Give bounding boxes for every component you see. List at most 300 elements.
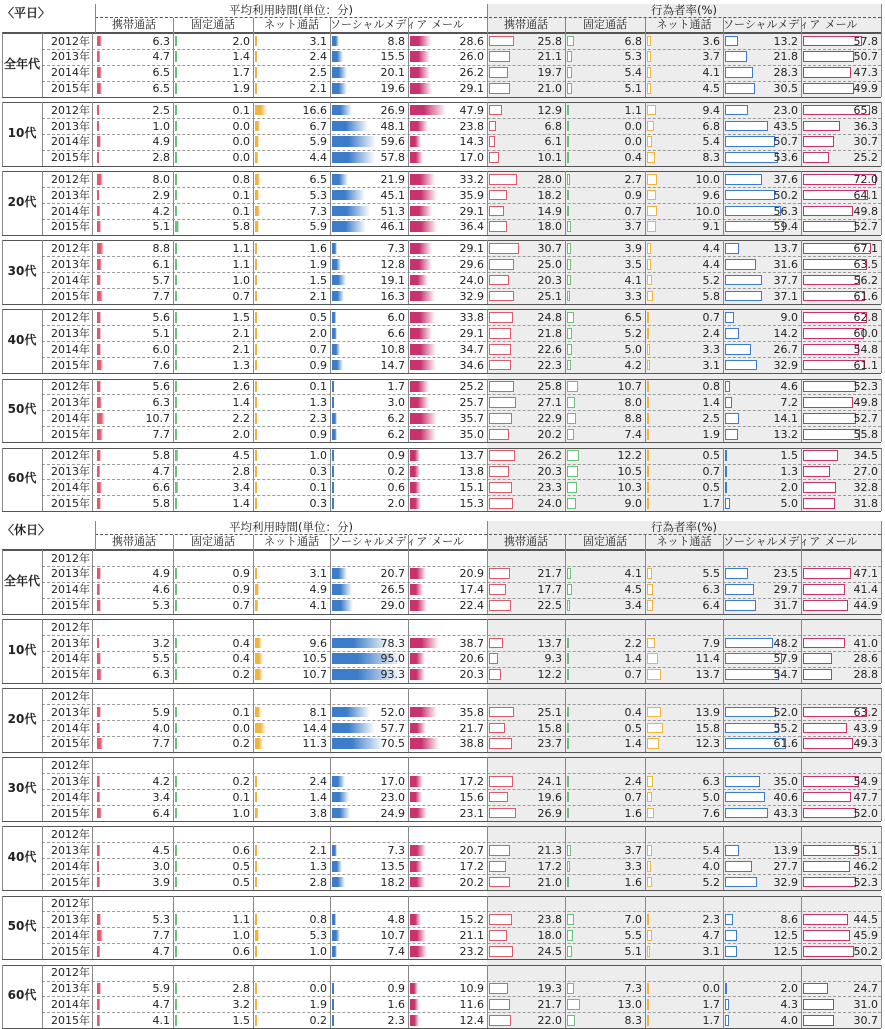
age-label-1-0: 全年代 — [3, 573, 40, 588]
rate-value-0-1-1-2: 6.8 — [702, 119, 720, 133]
time-value-0-2-2-2: 7.3 — [309, 204, 327, 218]
time-value-0-4-3-4: 34.6 — [459, 358, 484, 372]
time-value-0-4-0-0: 5.6 — [152, 310, 170, 324]
header-col-rule-0-7 — [645, 18, 646, 33]
col-rule-0-4-7 — [487, 309, 488, 373]
col-rule-1-1-3 — [173, 619, 174, 683]
time-value-0-3-2-3: 19.1 — [380, 273, 405, 287]
rate-value-1-6-1-4: 24.7 — [853, 982, 878, 995]
time-value-1-1-3-4: 20.3 — [459, 668, 484, 682]
age-block-top-0-3 — [2, 240, 881, 241]
header-col-rule-1-8 — [723, 535, 724, 550]
time-value-0-4-2-2: 0.7 — [309, 342, 327, 356]
rate-value-1-2-1-0: 25.1 — [537, 705, 562, 719]
time-value-0-2-1-1: 0.1 — [232, 188, 250, 202]
time-value-1-3-3-3: 24.9 — [380, 806, 405, 820]
col-header-time-1-2: ネット通話 — [264, 535, 319, 548]
time-value-0-5-0-2: 0.1 — [309, 380, 327, 393]
time-value-1-4-3-0: 3.9 — [152, 875, 170, 889]
col-rule-1-2-9 — [645, 688, 646, 752]
rate-value-1-3-1-4: 54.9 — [853, 774, 878, 788]
time-value-0-4-1-0: 5.1 — [152, 326, 170, 340]
rate-value-0-2-1-2: 9.6 — [702, 188, 720, 202]
rate-value-0-5-2-4: 52.7 — [853, 411, 878, 425]
col-rule-0-4-1 — [42, 309, 43, 373]
rate-value-0-5-1-4: 49.8 — [853, 395, 878, 409]
time-value-1-6-3-1: 1.5 — [232, 1013, 250, 1027]
rate-value-1-4-1-4: 55.1 — [853, 843, 878, 857]
rate-value-0-0-2-2: 4.1 — [702, 66, 720, 80]
age-block-bottom-0-1 — [2, 166, 881, 167]
time-value-1-2-1-3: 52.0 — [380, 705, 405, 719]
col-rule-0-0-2 — [92, 33, 93, 97]
col-rule-1-3-2 — [92, 757, 93, 821]
rate-value-1-3-3-0: 26.9 — [537, 806, 562, 820]
age-block-bottom-0-3 — [2, 304, 881, 305]
time-value-0-2-2-1: 0.1 — [232, 204, 250, 218]
col-rule-0-3-5 — [330, 240, 331, 304]
time-value-0-5-1-1: 1.4 — [232, 395, 250, 409]
time-value-1-5-1-3: 4.8 — [387, 912, 405, 926]
col-rule-0-4-5 — [330, 309, 331, 373]
year-label-1-0-2: 2014年 — [51, 583, 90, 597]
time-value-1-4-3-4: 20.2 — [459, 875, 484, 889]
col-rule-1-2-5 — [330, 688, 331, 752]
time-value-0-2-1-4: 35.9 — [459, 188, 484, 202]
rate-value-0-1-0-1: 1.1 — [624, 103, 642, 117]
col-rule-1-1-1 — [42, 619, 43, 683]
rate-value-0-0-1-2: 3.7 — [702, 50, 720, 64]
rate-value-1-2-3-3: 61.6 — [773, 737, 798, 751]
time-value-1-4-1-2: 2.1 — [309, 843, 327, 857]
rate-value-0-3-1-1: 3.5 — [624, 257, 642, 271]
rate-value-0-4-2-0: 22.6 — [537, 342, 562, 356]
year-label-1-6-0: 2012年 — [51, 966, 90, 980]
header-col-rule-1-1 — [173, 535, 174, 550]
rate-value-1-6-1-2: 0.0 — [702, 982, 720, 995]
time-value-1-6-1-3: 0.9 — [387, 982, 405, 995]
header-group-rule-r-0 — [881, 4, 882, 18]
col-rule-1-3-0 — [2, 757, 3, 821]
age-block-top-1-6 — [2, 965, 881, 966]
rate-value-0-2-3-2: 9.1 — [702, 220, 720, 234]
col-rule-1-6-8 — [565, 965, 566, 1029]
time-value-0-0-0-3: 8.8 — [387, 34, 405, 48]
time-value-1-3-2-1: 0.1 — [232, 790, 250, 804]
rate-value-0-3-1-3: 31.6 — [773, 257, 798, 271]
age-label-1-2: 20代 — [7, 712, 37, 726]
rate-value-1-4-3-1: 1.6 — [624, 875, 642, 889]
rate-value-0-3-2-1: 4.1 — [624, 273, 642, 287]
time-value-0-5-1-4: 25.7 — [459, 395, 484, 409]
rate-value-0-1-0-4: 65.8 — [853, 103, 878, 117]
time-value-0-5-0-0: 5.6 — [152, 380, 170, 393]
time-value-1-0-3-3: 29.0 — [380, 599, 405, 613]
rate-value-1-4-2-3: 27.7 — [773, 859, 798, 873]
rate-value-0-0-3-4: 49.9 — [853, 82, 878, 96]
col-rule-0-3-10 — [723, 240, 724, 304]
rate-value-0-6-1-2: 0.7 — [702, 465, 720, 478]
time-value-1-5-1-0: 5.3 — [152, 912, 170, 926]
rate-value-1-0-3-1: 3.4 — [624, 599, 642, 613]
time-value-0-1-3-0: 2.8 — [152, 151, 170, 165]
rate-value-0-5-0-3: 4.6 — [780, 380, 798, 393]
rate-value-0-2-2-2: 10.0 — [695, 204, 720, 218]
col-rule-0-4-11 — [801, 309, 802, 373]
time-value-1-2-3-2: 11.3 — [302, 737, 327, 751]
header-col-rule-0-3 — [330, 18, 331, 33]
time-value-1-1-2-1: 0.4 — [232, 652, 250, 666]
rate-value-1-2-3-1: 1.4 — [624, 737, 642, 751]
col-rule-1-5-8 — [565, 896, 566, 960]
rate-value-1-6-3-0: 22.0 — [537, 1013, 562, 1027]
year-label-1-3-0: 2012年 — [51, 758, 90, 772]
col-rule-0-3-8 — [565, 240, 566, 304]
time-value-0-5-1-0: 6.3 — [152, 395, 170, 409]
time-value-1-4-3-1: 0.5 — [232, 875, 250, 889]
col-rule-0-5-2 — [92, 379, 93, 443]
rate-value-1-4-3-3: 32.9 — [773, 875, 798, 889]
col-rule-0-4-12 — [881, 309, 882, 373]
rate-value-0-5-1-2: 1.4 — [702, 395, 720, 409]
rate-value-1-4-3-2: 5.2 — [702, 875, 720, 889]
time-value-1-0-1-4: 20.9 — [459, 567, 484, 581]
rate-value-1-2-3-2: 12.3 — [695, 737, 720, 751]
time-value-0-1-2-1: 0.0 — [232, 135, 250, 149]
time-value-0-4-0-2: 0.5 — [309, 310, 327, 324]
rate-value-0-6-3-1: 9.0 — [624, 496, 642, 510]
header-col-rule-1-9 — [801, 535, 802, 550]
time-value-0-0-1-4: 26.0 — [459, 50, 484, 64]
group-header-rate-1: 行為者率(%) — [651, 520, 717, 534]
col-rule-0-2-1 — [42, 171, 43, 235]
year-label-1-6-2: 2014年 — [51, 997, 90, 1011]
col-rule-1-5-5 — [330, 896, 331, 960]
time-value-0-5-3-4: 35.0 — [459, 427, 484, 441]
age-label-0-2: 20代 — [7, 195, 37, 209]
time-value-0-2-0-1: 0.8 — [232, 172, 250, 186]
rate-value-0-2-3-4: 52.7 — [853, 220, 878, 234]
col-rule-0-3-9 — [645, 240, 646, 304]
rate-value-0-5-2-3: 14.1 — [773, 411, 798, 425]
header-col-rule-0-10 — [881, 18, 882, 33]
rate-value-1-0-1-2: 5.5 — [702, 567, 720, 581]
time-value-0-4-0-3: 6.0 — [387, 310, 405, 324]
rate-value-1-1-1-1: 2.2 — [624, 636, 642, 650]
col-header-time-1-1: 固定通話 — [191, 535, 235, 548]
year-label-0-5-3: 2015年 — [51, 427, 90, 441]
time-value-0-3-2-1: 1.0 — [232, 273, 250, 287]
rate-value-1-1-1-2: 7.9 — [702, 636, 720, 650]
rate-value-0-2-2-0: 14.9 — [537, 204, 562, 218]
rate-value-1-3-2-2: 5.0 — [702, 790, 720, 804]
rate-value-0-3-1-2: 4.4 — [702, 257, 720, 271]
rate-value-0-2-0-0: 28.0 — [537, 172, 562, 186]
time-value-0-1-1-2: 6.7 — [309, 119, 327, 133]
col-rule-1-6-9 — [645, 965, 646, 1029]
col-rule-1-0-5 — [330, 550, 331, 614]
col-rule-1-6-5 — [330, 965, 331, 1029]
col-rule-1-6-2 — [92, 965, 93, 1029]
time-value-0-2-1-0: 2.9 — [152, 188, 170, 202]
rate-value-0-6-3-0: 24.0 — [537, 496, 562, 510]
rate-value-0-6-0-3: 1.5 — [780, 449, 798, 463]
col-rule-0-6-8 — [565, 448, 566, 512]
rate-value-0-1-1-3: 43.5 — [773, 119, 798, 133]
col-rule-1-4-1 — [42, 826, 43, 890]
time-value-0-5-3-1: 2.0 — [232, 427, 250, 441]
col-rule-1-5-7 — [487, 896, 488, 960]
time-value-1-0-2-1: 0.9 — [232, 583, 250, 597]
time-value-0-0-2-2: 2.5 — [309, 66, 327, 80]
year-label-1-5-2: 2014年 — [51, 928, 90, 942]
age-label-0-6: 60代 — [7, 471, 37, 486]
col-header-time-0-2: ネット通話 — [264, 18, 319, 31]
rate-value-0-2-2-3: 56.3 — [773, 204, 798, 218]
rate-value-1-2-1-2: 13.9 — [695, 705, 720, 719]
time-value-1-3-2-3: 23.0 — [380, 790, 405, 804]
col-rule-0-0-4 — [253, 33, 254, 97]
time-value-0-1-1-3: 48.1 — [380, 119, 405, 133]
rate-value-0-4-2-4: 54.8 — [853, 342, 878, 356]
rate-value-1-0-1-1: 4.1 — [624, 567, 642, 581]
time-value-0-2-3-4: 36.4 — [459, 220, 484, 234]
col-rule-0-4-9 — [645, 309, 646, 373]
time-value-1-2-3-0: 7.7 — [152, 737, 170, 751]
time-value-0-1-2-0: 4.9 — [152, 135, 170, 149]
time-value-0-5-2-2: 2.3 — [309, 411, 327, 425]
header-col-rule-0-4 — [408, 18, 409, 33]
col-rule-1-3-7 — [487, 757, 488, 821]
col-rule-1-5-10 — [723, 896, 724, 960]
rate-value-0-0-0-2: 3.6 — [702, 34, 720, 48]
time-value-1-4-2-2: 1.3 — [309, 859, 327, 873]
year-label-0-0-0: 2012年 — [51, 34, 90, 48]
col-rule-1-2-11 — [801, 688, 802, 752]
rate-value-1-1-3-3: 54.7 — [773, 668, 798, 682]
time-value-1-1-2-4: 20.6 — [459, 652, 484, 666]
header-rule-top-1 — [95, 534, 881, 535]
rate-value-0-4-0-3: 9.0 — [780, 310, 798, 324]
col-rule-1-6-1 — [42, 965, 43, 1029]
col-rule-0-6-5 — [330, 448, 331, 512]
year-label-0-3-1: 2013年 — [51, 257, 90, 271]
time-value-1-6-2-0: 4.7 — [152, 997, 170, 1011]
rate-value-0-3-0-3: 13.7 — [773, 241, 798, 255]
rate-value-0-1-1-0: 6.8 — [544, 119, 562, 133]
rate-value-0-3-1-4: 63.5 — [853, 257, 878, 271]
time-value-1-5-3-4: 23.2 — [459, 944, 484, 958]
year-label-1-1-2: 2014年 — [51, 652, 90, 666]
rate-value-0-1-3-2: 8.3 — [702, 151, 720, 165]
year-label-0-6-2: 2014年 — [51, 480, 90, 494]
year-label-0-4-1: 2013年 — [51, 326, 90, 340]
time-value-1-6-2-2: 1.9 — [309, 997, 327, 1011]
time-value-1-6-2-4: 11.6 — [459, 997, 484, 1011]
col-rule-0-5-4 — [253, 379, 254, 443]
time-value-0-3-3-0: 7.7 — [152, 289, 170, 303]
col-rule-1-1-12 — [881, 619, 882, 683]
rate-value-0-4-1-3: 14.2 — [773, 326, 798, 340]
col-header-time-0-4: メール — [431, 18, 464, 31]
col-rule-1-2-12 — [881, 688, 882, 752]
col-rule-1-0-11 — [801, 550, 802, 614]
age-label-1-6: 60代 — [7, 988, 37, 1003]
time-value-0-3-2-2: 1.5 — [309, 273, 327, 287]
year-label-1-4-1: 2013年 — [51, 843, 90, 857]
col-rule-0-5-11 — [801, 379, 802, 443]
col-rule-0-4-10 — [723, 309, 724, 373]
col-header-rate-1-3: ソーシャルメディア — [723, 535, 821, 548]
time-value-0-2-0-2: 6.5 — [309, 172, 327, 186]
rate-value-0-5-0-2: 0.8 — [702, 380, 720, 393]
year-label-1-4-0: 2012年 — [51, 827, 90, 841]
col-rule-0-5-1 — [42, 379, 43, 443]
col-rule-0-6-7 — [487, 448, 488, 512]
rate-value-1-0-3-2: 6.4 — [702, 599, 720, 613]
year-label-1-2-0: 2012年 — [51, 689, 90, 703]
rate-value-0-6-0-4: 34.5 — [853, 449, 878, 463]
time-value-0-5-2-1: 2.2 — [232, 411, 250, 425]
rate-value-1-6-1-3: 2.0 — [780, 982, 798, 995]
rate-value-0-5-3-2: 1.9 — [702, 427, 720, 441]
col-rule-1-2-0 — [2, 688, 3, 752]
col-rule-0-6-9 — [645, 448, 646, 512]
time-value-1-6-2-3: 1.6 — [387, 997, 405, 1011]
time-value-0-2-3-3: 46.1 — [380, 220, 405, 234]
rate-value-1-0-2-3: 29.7 — [773, 583, 798, 597]
time-value-0-5-3-2: 0.9 — [309, 427, 327, 441]
time-value-1-4-2-0: 3.0 — [152, 859, 170, 873]
rate-value-1-2-2-3: 55.2 — [773, 721, 798, 735]
time-value-0-6-1-2: 0.3 — [309, 465, 327, 478]
age-block-top-0-0 — [2, 33, 881, 34]
rate-value-0-2-3-3: 59.4 — [773, 220, 798, 234]
year-label-0-2-3: 2015年 — [51, 220, 90, 234]
rate-value-0-1-3-1: 0.4 — [624, 151, 642, 165]
time-value-0-3-3-1: 0.7 — [232, 289, 250, 303]
time-value-0-2-0-4: 33.2 — [459, 172, 484, 186]
rate-value-1-5-3-4: 50.2 — [853, 944, 878, 958]
header-col-rule-1-5 — [487, 535, 488, 550]
rate-value-1-5-1-3: 8.6 — [780, 912, 798, 926]
age-block-bottom-1-5 — [2, 959, 881, 960]
time-value-1-4-2-1: 0.5 — [232, 859, 250, 873]
col-rule-0-3-2 — [92, 240, 93, 304]
rate-value-1-6-2-0: 21.7 — [537, 997, 562, 1011]
rate-value-1-5-3-2: 3.1 — [702, 944, 720, 958]
col-rule-0-3-3 — [173, 240, 174, 304]
rate-value-0-0-0-0: 25.8 — [537, 34, 562, 48]
rate-value-0-4-3-3: 32.9 — [773, 358, 798, 372]
header-rule-top-0 — [95, 17, 881, 18]
rate-value-1-0-3-3: 31.7 — [773, 599, 798, 613]
rate-value-0-5-1-3: 7.2 — [780, 395, 798, 409]
age-label-1-5: 50代 — [7, 919, 37, 934]
year-label-0-1-0: 2012年 — [51, 103, 90, 117]
col-rule-0-0-11 — [801, 33, 802, 97]
rate-value-1-5-1-1: 7.0 — [624, 912, 642, 926]
col-rule-0-0-8 — [565, 33, 566, 97]
time-value-1-4-1-4: 20.7 — [459, 843, 484, 857]
rate-value-0-6-3-4: 31.8 — [853, 496, 878, 510]
col-rule-0-1-11 — [801, 102, 802, 166]
year-label-0-1-3: 2015年 — [51, 151, 90, 165]
year-label-1-3-2: 2014年 — [51, 790, 90, 804]
group-header-rate-0: 行為者率(%) — [651, 3, 717, 17]
col-rule-1-1-9 — [645, 619, 646, 683]
col-rule-1-2-8 — [565, 688, 566, 752]
age-block-bottom-0-4 — [2, 373, 881, 374]
time-value-0-2-3-0: 5.1 — [152, 220, 170, 234]
time-value-1-1-1-1: 0.4 — [232, 636, 250, 650]
time-value-0-0-2-1: 1.7 — [232, 66, 250, 80]
rate-value-1-6-3-4: 30.7 — [853, 1013, 878, 1027]
col-header-time-1-3: ソーシャルメディア — [330, 535, 428, 548]
age-block-top-1-2 — [2, 688, 881, 689]
rate-value-0-4-2-1: 5.0 — [624, 342, 642, 356]
time-value-1-2-2-1: 0.0 — [232, 721, 250, 735]
rate-value-0-5-3-3: 13.2 — [773, 427, 798, 441]
col-rule-1-1-5 — [330, 619, 331, 683]
time-value-0-6-0-2: 1.0 — [309, 449, 327, 463]
time-value-1-1-1-2: 9.6 — [309, 636, 327, 650]
col-rule-1-0-8 — [565, 550, 566, 614]
rate-value-0-0-2-3: 28.3 — [773, 66, 798, 80]
col-rule-0-6-2 — [92, 448, 93, 512]
col-rule-0-4-6 — [408, 309, 409, 373]
time-value-1-0-1-1: 0.9 — [232, 567, 250, 581]
time-value-1-2-1-2: 8.1 — [309, 705, 327, 719]
time-value-1-1-1-3: 78.3 — [380, 636, 405, 650]
time-value-0-1-3-3: 57.8 — [380, 151, 405, 165]
time-value-0-6-2-1: 3.4 — [232, 480, 250, 494]
rate-value-0-4-2-2: 3.3 — [702, 342, 720, 356]
time-value-0-4-3-2: 0.9 — [309, 358, 327, 372]
rate-value-0-5-1-1: 8.0 — [624, 395, 642, 409]
time-value-0-6-1-0: 4.7 — [152, 465, 170, 478]
col-rule-1-4-5 — [330, 826, 331, 890]
rate-value-0-5-0-1: 10.7 — [617, 380, 642, 393]
col-rule-1-6-0 — [2, 965, 3, 1029]
col-rule-1-0-2 — [92, 550, 93, 614]
col-rule-1-4-4 — [253, 826, 254, 890]
col-rule-0-1-9 — [645, 102, 646, 166]
time-value-0-6-3-1: 1.4 — [232, 496, 250, 510]
col-rule-1-0-0 — [2, 550, 3, 614]
age-block-top-1-3 — [2, 757, 881, 758]
rate-value-0-1-0-3: 23.0 — [773, 103, 798, 117]
age-block-bottom-0-5 — [2, 442, 881, 443]
time-value-0-1-3-2: 4.4 — [309, 151, 327, 165]
col-rule-1-6-4 — [253, 965, 254, 1029]
time-value-1-0-3-2: 4.1 — [309, 599, 327, 613]
rate-value-0-1-1-4: 36.3 — [853, 119, 878, 133]
rate-value-0-5-2-0: 22.9 — [537, 411, 562, 425]
col-rule-1-5-9 — [645, 896, 646, 960]
time-value-1-5-1-1: 1.1 — [232, 912, 250, 926]
group-header-time-0: 平均利用時間(単位：分) — [229, 3, 353, 17]
time-value-0-5-3-3: 6.2 — [387, 427, 405, 441]
time-value-0-0-3-1: 1.9 — [232, 82, 250, 96]
rate-value-1-5-1-2: 2.3 — [702, 912, 720, 926]
col-header-rate-0-2: ネット通話 — [656, 18, 712, 31]
col-rule-0-0-9 — [645, 33, 646, 97]
rate-value-0-5-0-4: 52.3 — [853, 380, 878, 393]
rate-value-1-4-1-2: 5.4 — [702, 843, 720, 857]
col-rule-1-2-3 — [173, 688, 174, 752]
year-label-0-2-0: 2012年 — [51, 172, 90, 186]
